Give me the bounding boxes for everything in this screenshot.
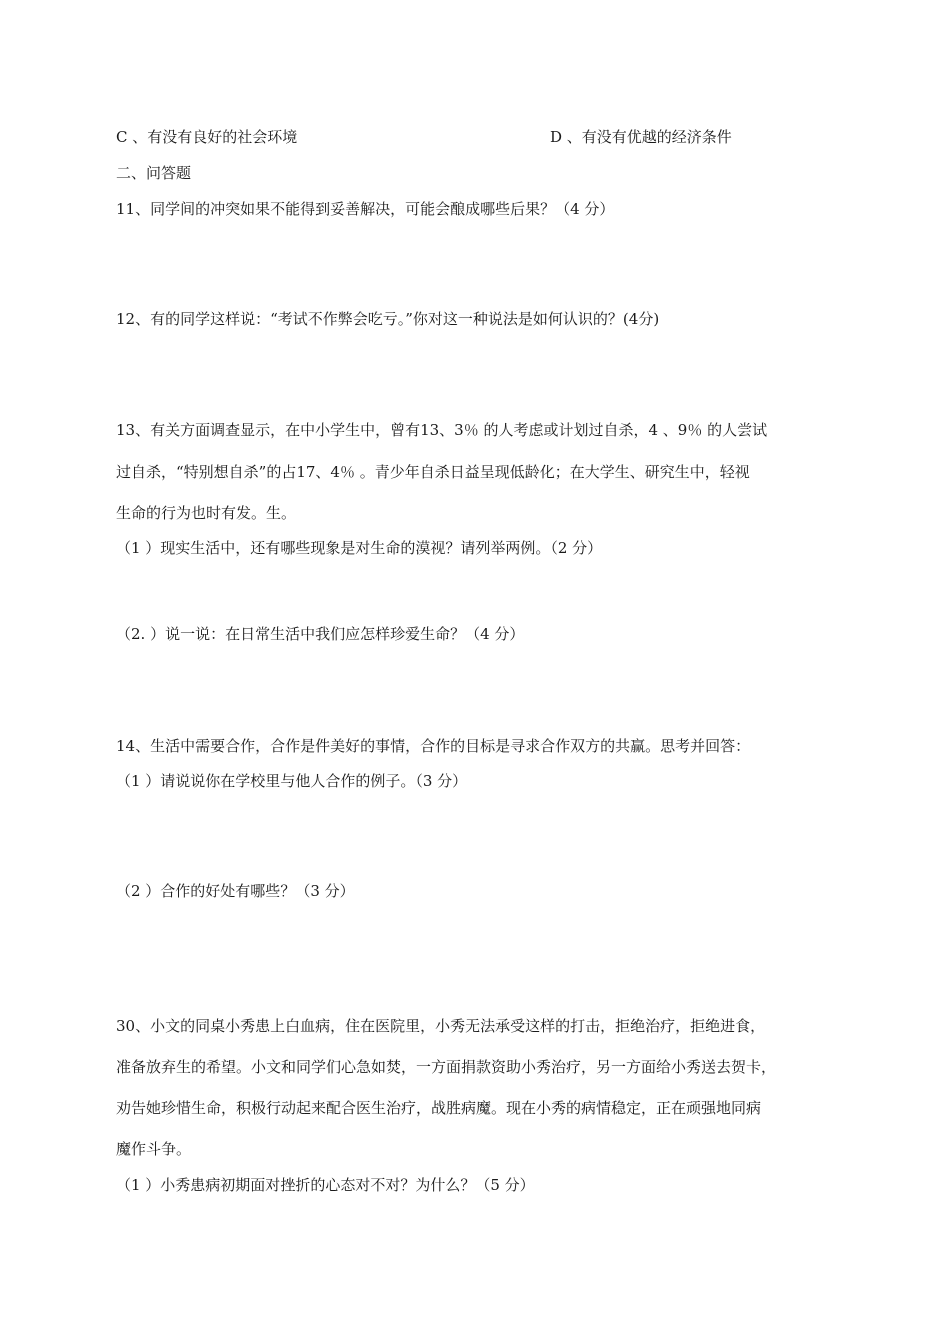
question-14-sub-1: （1 ）请说说你在学校里与他人合作的例子。（3 分） <box>116 772 468 790</box>
question-30-line-3: 劝告她珍惜生命，积极行动起来配合医生治疗，战胜病魔。现在小秀的病情稳定，正在顽强地同病 <box>116 1099 762 1117</box>
question-13-line-3: 生命的行为也时有发。生。 <box>116 504 297 522</box>
option-c: C 、有没有良好的社会环境 <box>116 128 298 146</box>
section-title: 二、问答题 <box>116 164 192 182</box>
question-13-sub-2: （2. ）说一说：在日常生活中我们应怎样珍爱生命？（4 分） <box>116 625 525 643</box>
question-11: 11、同学间的冲突如果不能得到妥善解决，可能会酿成哪些后果？（4 分） <box>116 200 615 218</box>
question-30-line-2: 准备放弃生的希望。小文和同学们心急如焚，一方面捐款资助小秀治疗，另一方面给小秀送去贺卡， <box>116 1058 777 1076</box>
question-13-line-2: 过自杀，“特别想自杀”的占17、4％ 。青少年自杀日益呈现低龄化；在大学生、研究生中，轻视 <box>116 463 750 481</box>
option-d: D 、有没有优越的经济条件 <box>550 128 732 146</box>
question-30-line-4: 魔作斗争。 <box>116 1140 192 1158</box>
question-13-line-1: 13、有关方面调查显示，在中小学生中，曾有13、3％ 的人考虑或计划过自杀，4 、9％ 的人尝试 <box>116 421 768 439</box>
question-30-line-1: 30、小文的同桌小秀患上白血病，住在医院里，小秀无法承受这样的打击，拒绝治疗，拒绝进食， <box>116 1017 766 1035</box>
question-12: 12、有的同学这样说：“考试不作弊会吃亏。”你对这一种说法是如何认识的？(4分) <box>116 310 660 328</box>
question-13-sub-1: （1 ）现实生活中，还有哪些现象是对生命的漠视？请列举两例。（2 分） <box>116 539 603 557</box>
question-30-sub-1: （1 ）小秀患病初期面对挫折的心态对不对？为什么？（5 分） <box>116 1176 535 1194</box>
question-14-sub-2: （2 ）合作的好处有哪些？（3 分） <box>116 882 355 900</box>
question-14-stem: 14、生活中需要合作，合作是件美好的事情，合作的目标是寻求合作双方的共赢。思考并回答： <box>116 737 751 755</box>
